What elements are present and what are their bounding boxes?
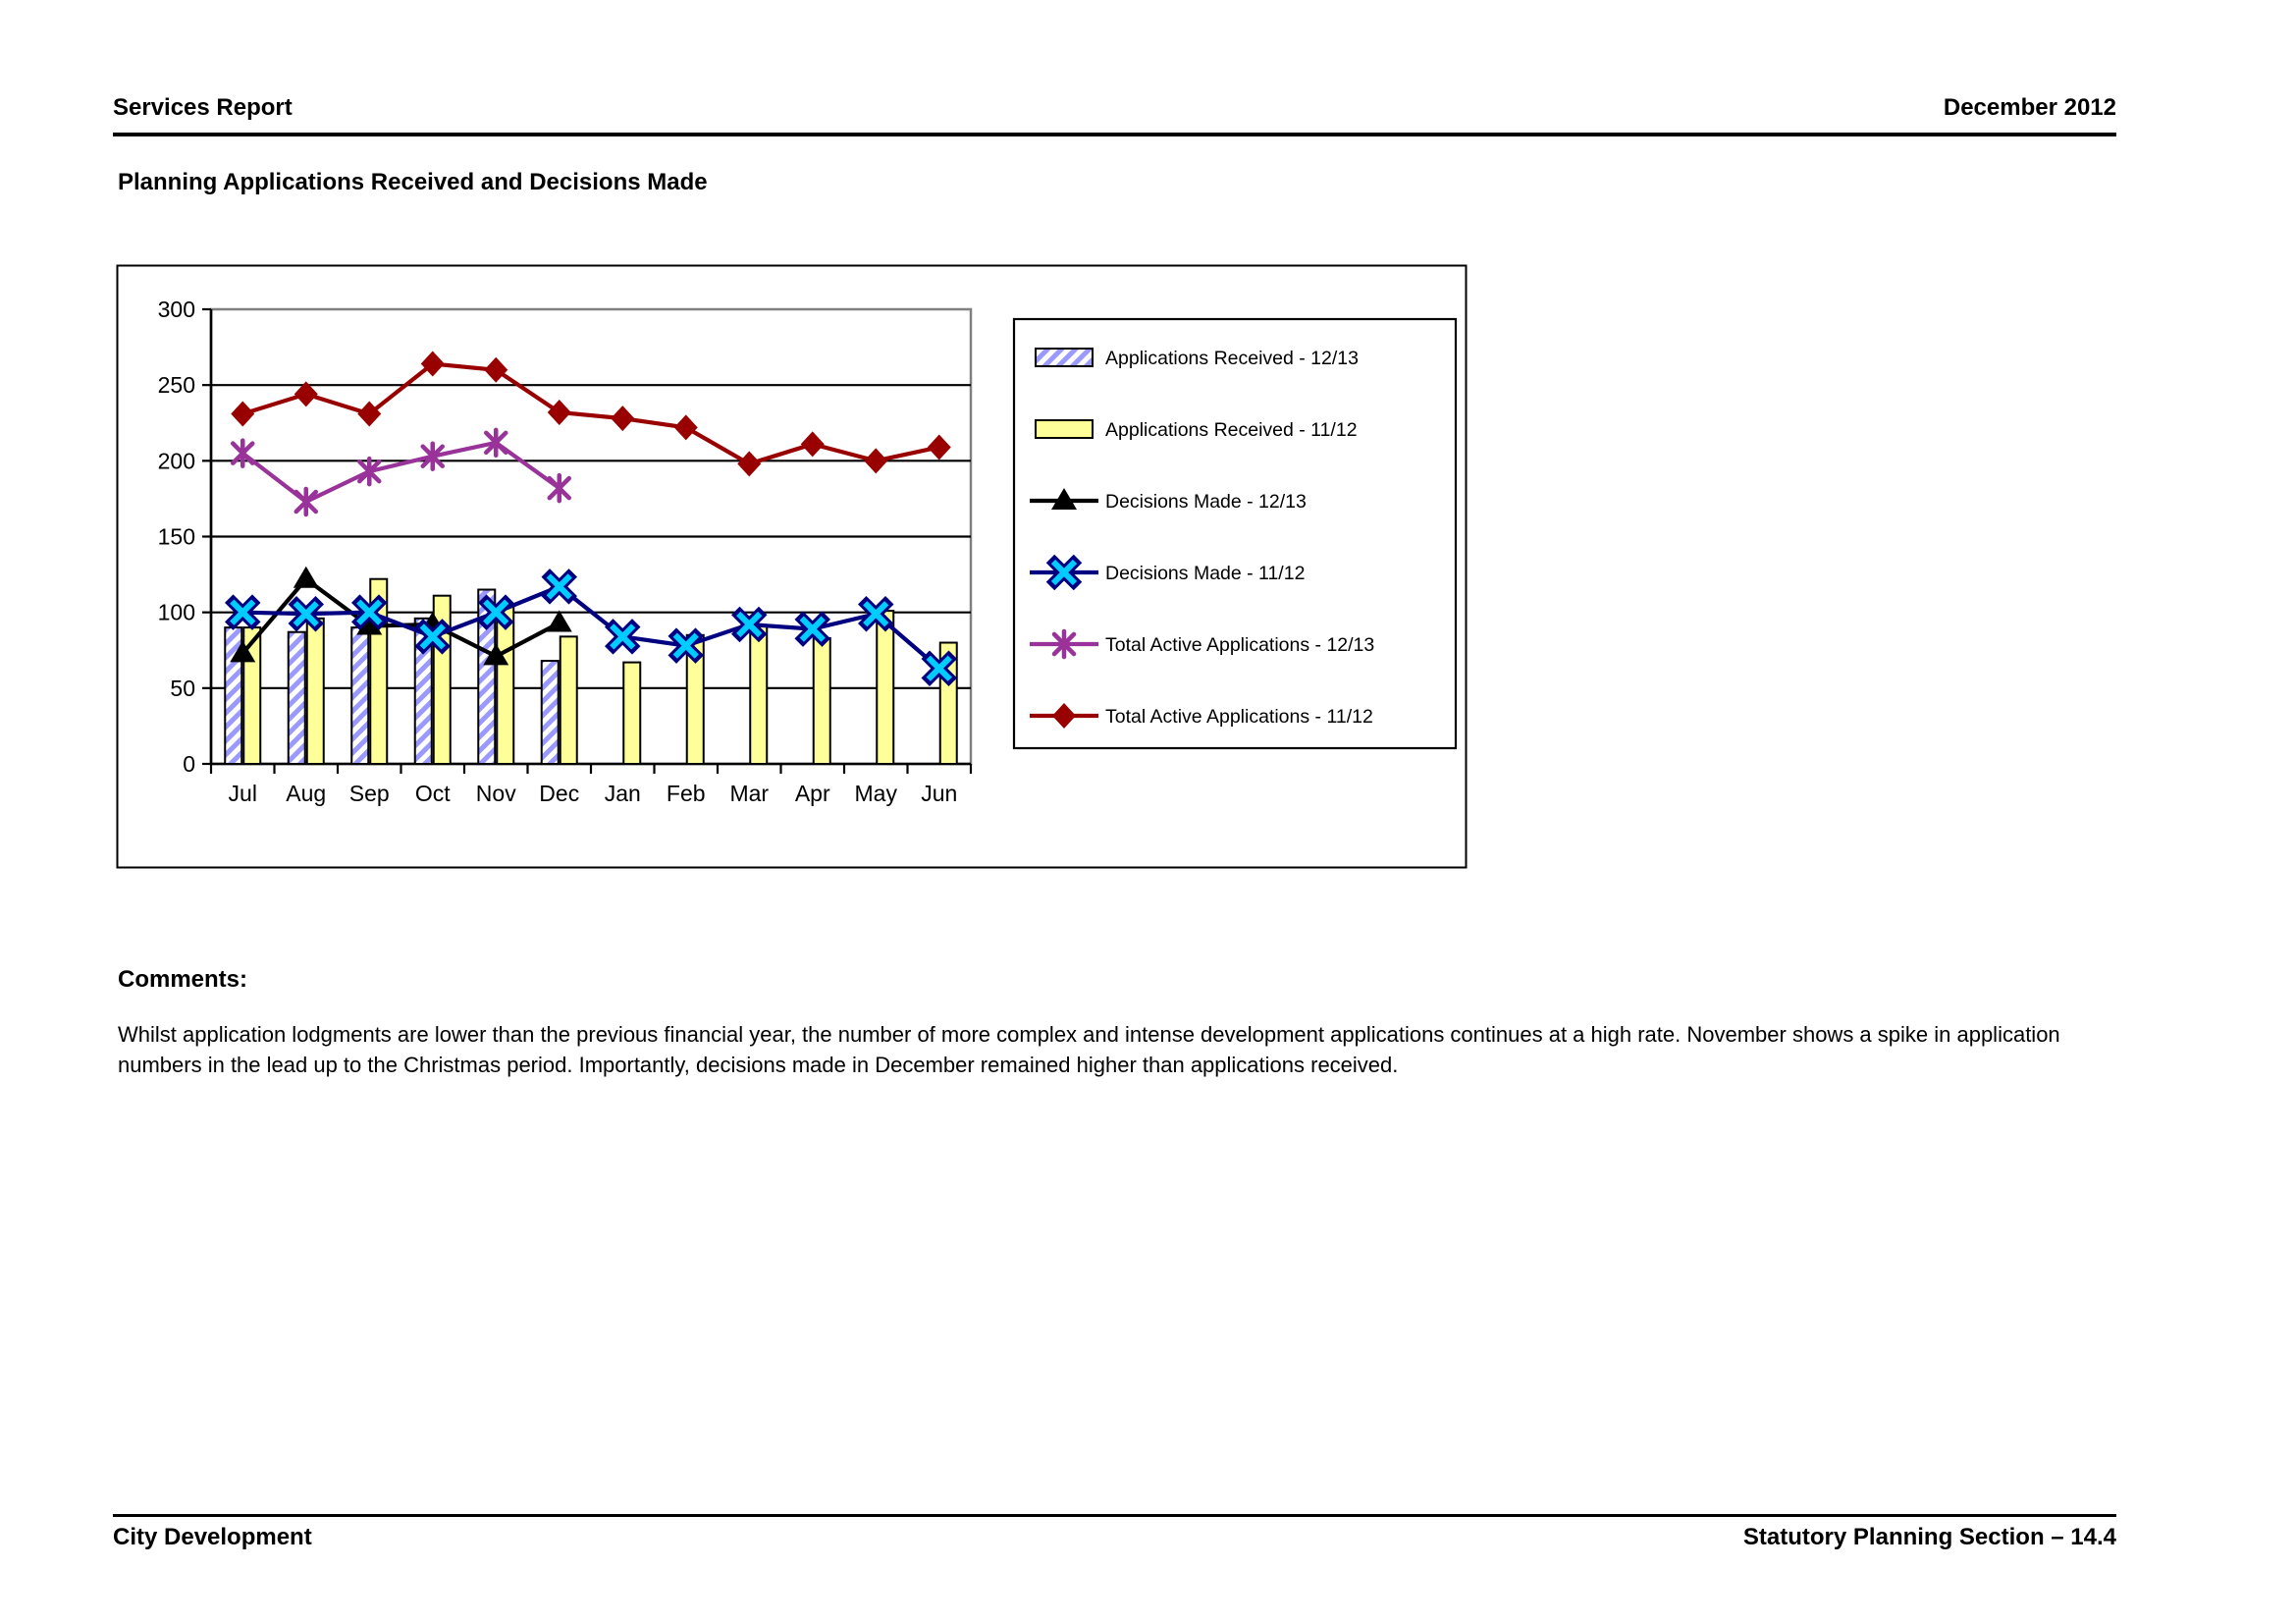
legend	[1014, 319, 1456, 748]
y-axis-label-50: 50	[170, 675, 195, 701]
footer-section-left: City Development	[113, 1524, 312, 1550]
bar-applications-received-11-12-dec	[561, 636, 577, 764]
x-axis-label-mar: Mar	[729, 781, 770, 806]
bar-applications-received-11-12-apr	[814, 638, 830, 764]
header-report-date: December 2012	[1943, 94, 2116, 121]
x-axis-label-dec: Dec	[539, 781, 580, 806]
legend-item-applications-received-11-12	[1036, 419, 1358, 441]
comments-heading: Comments:	[118, 966, 248, 993]
x-axis-label-jul: Jul	[228, 781, 257, 806]
legend-swatch-applications-received-11-12	[1036, 420, 1093, 438]
x-axis-label-nov: Nov	[475, 781, 516, 806]
y-axis-label-0: 0	[183, 751, 195, 777]
x-axis-label-feb: Feb	[666, 781, 706, 806]
y-axis-label-250: 250	[157, 372, 195, 399]
x-axis-label-jun: Jun	[921, 781, 958, 806]
footer-section-right: Statutory Planning Section – 14.4	[1742, 1524, 2116, 1550]
page-header	[113, 94, 2116, 136]
x-axis-label-jan: Jan	[604, 781, 641, 806]
header-report-title: Services Report	[113, 94, 293, 121]
bar-applications-received-12-13-dec	[542, 661, 559, 764]
y-axis-label-300: 300	[157, 297, 195, 322]
legend-label-total-active-applications-11-12: Total Active Applications - 11/12	[1105, 706, 1373, 728]
y-axis-label-200: 200	[157, 448, 195, 474]
legend-box	[1014, 319, 1456, 748]
x-axis-label-sep: Sep	[348, 781, 390, 806]
comments-body: Whilst application lodgments are lower than the previous financial year, the number of more complex and intense development applications continues at a high rate. November shows a spike in application numbers in the lead up to the Christmas period. Importantly, decisions made in December remained higher than applications received.	[118, 1022, 2060, 1077]
x-axis-label-apr: Apr	[794, 781, 830, 806]
x-axis-label-aug: Aug	[286, 781, 327, 806]
bar-applications-received-11-12-may	[877, 611, 893, 764]
bar-applications-received-11-12-aug	[307, 619, 324, 764]
bar-applications-received-12-13-aug	[289, 632, 305, 764]
legend-item-decisions-made-11-12	[1030, 559, 1305, 586]
legend-label-decisions-made-12-13: Decisions Made - 12/13	[1105, 491, 1307, 513]
page-title: Planning Applications Received and Decisions Made	[118, 169, 708, 195]
legend-item-applications-received-12-13	[1036, 348, 1359, 369]
y-axis-label-100: 100	[157, 599, 195, 625]
planning-applications-chart	[116, 264, 1468, 869]
legend-swatch-applications-received-12-13	[1036, 349, 1093, 366]
x-axis-label-oct: Oct	[414, 781, 451, 806]
chart-canvas	[116, 264, 1468, 869]
bar-applications-received-12-13-sep	[351, 627, 368, 764]
x-axis-label-may: May	[854, 781, 897, 806]
bar-applications-received-11-12-jan	[623, 663, 640, 764]
bar-applications-received-11-12-mar	[750, 626, 767, 764]
legend-label-total-active-applications-12-13: Total Active Applications - 12/13	[1105, 634, 1375, 656]
page-footer	[113, 1514, 2116, 1551]
legend-label-decisions-made-11-12: Decisions Made - 11/12	[1105, 563, 1306, 584]
legend-label-applications-received-11-12: Applications Received - 11/12	[1105, 419, 1358, 441]
y-axis-label-150: 150	[157, 523, 195, 550]
legend-label-applications-received-12-13: Applications Received - 12/13	[1105, 348, 1359, 369]
